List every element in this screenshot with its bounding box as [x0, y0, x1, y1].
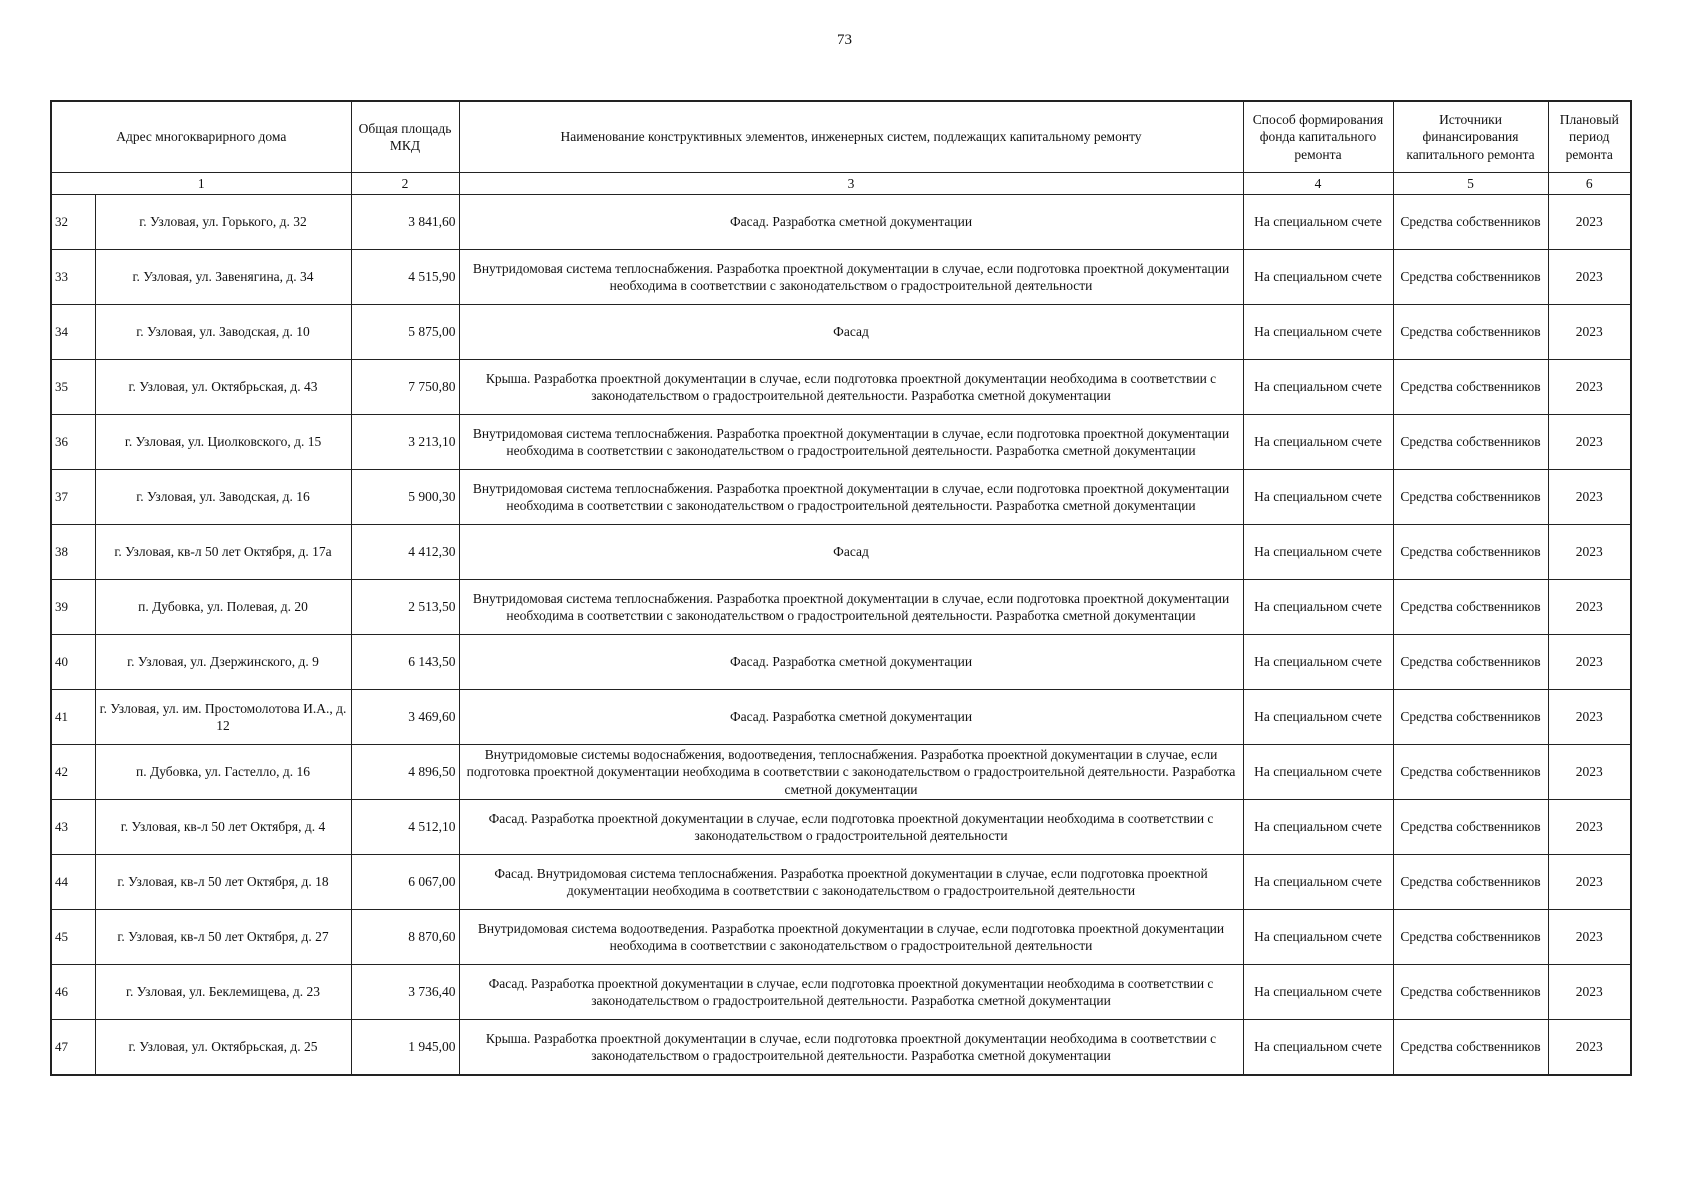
- planned-year: 2023: [1548, 525, 1631, 580]
- repair-elements: Фасад: [459, 305, 1243, 360]
- row-number: 42: [51, 745, 95, 800]
- total-area: 8 870,60: [351, 910, 459, 965]
- total-area: 4 896,50: [351, 745, 459, 800]
- table-row: [51, 250, 1631, 305]
- planned-year: 2023: [1548, 690, 1631, 745]
- building-address: г. Узловая, ул. им. Простомолотова И.А., д. 12: [95, 690, 351, 745]
- repair-elements: Фасад. Разработка проектной документации в случае, если подготовка проектной документации необходима в соответствии с законодательством о градостроительной деятельности: [459, 800, 1243, 855]
- building-address: г. Узловая, ул. Беклемищева, д. 23: [95, 965, 351, 1020]
- column-number: 2: [351, 173, 459, 195]
- planned-year: 2023: [1548, 635, 1631, 690]
- funding-source: Средства собственников: [1393, 250, 1548, 305]
- page-number: 73: [837, 32, 852, 48]
- planned-year: 2023: [1548, 250, 1631, 305]
- repair-elements: Внутридомовая система теплоснабжения. Разработка проектной документации в случае, если подготовка проектной документации необходима в соответствии с законодательством о градостроительной деятельности. Разработка сметной документации: [459, 470, 1243, 525]
- total-area: 3 469,60: [351, 690, 459, 745]
- row-number: 37: [51, 470, 95, 525]
- table-row: [51, 855, 1631, 910]
- planned-year: 2023: [1548, 195, 1631, 250]
- building-address: г. Узловая, ул. Дзержинского, д. 9: [95, 635, 351, 690]
- header-period: Плановый период ремонта: [1548, 101, 1631, 173]
- repair-elements: Внутридомовая система теплоснабжения. Разработка проектной документации в случае, если подготовка проектной документации необходима в соответствии с законодательством о градостроительной деятельности. Разработка сметной документации: [459, 580, 1243, 635]
- funding-source: Средства собственников: [1393, 305, 1548, 360]
- total-area: 3 213,10: [351, 415, 459, 470]
- fund-method: На специальном счете: [1243, 250, 1393, 305]
- table-row: [51, 635, 1631, 690]
- funding-source: Средства собственников: [1393, 965, 1548, 1020]
- fund-method: На специальном счете: [1243, 855, 1393, 910]
- fund-method: На специальном счете: [1243, 910, 1393, 965]
- total-area: 3 736,40: [351, 965, 459, 1020]
- funding-source: Средства собственников: [1393, 910, 1548, 965]
- building-address: г. Узловая, кв-л 50 лет Октября, д. 18: [95, 855, 351, 910]
- funding-source: Средства собственников: [1393, 855, 1548, 910]
- funding-source: Средства собственников: [1393, 635, 1548, 690]
- table-row: [51, 800, 1631, 855]
- fund-method: На специальном счете: [1243, 195, 1393, 250]
- table-row: [51, 580, 1631, 635]
- repair-elements: Крыша. Разработка проектной документации в случае, если подготовка проектной документации необходима в соответствии с законодательством о градостроительной деятельности. Разработка сметной документации: [459, 1020, 1243, 1076]
- row-number: 45: [51, 910, 95, 965]
- column-number: 6: [1548, 173, 1631, 195]
- fund-method: На специальном счете: [1243, 965, 1393, 1020]
- funding-source: Средства собственников: [1393, 690, 1548, 745]
- table-row: [51, 745, 1631, 800]
- row-number: 35: [51, 360, 95, 415]
- planned-year: 2023: [1548, 745, 1631, 800]
- total-area: 7 750,80: [351, 360, 459, 415]
- column-number-row: [51, 173, 1631, 195]
- column-number: 4: [1243, 173, 1393, 195]
- total-area: 3 841,60: [351, 195, 459, 250]
- header-address: Адрес многокварирного дома: [51, 101, 351, 173]
- building-address: г. Узловая, ул. Заводская, д. 10: [95, 305, 351, 360]
- fund-method: На специальном счете: [1243, 305, 1393, 360]
- header-elements: Наименование конструктивных элементов, инженерных систем, подлежащих капитальному ремонту: [459, 101, 1243, 173]
- header-sources: Источники финансирования капитального ремонта: [1393, 101, 1548, 173]
- fund-method: На специальном счете: [1243, 800, 1393, 855]
- column-number: 1: [51, 173, 351, 195]
- total-area: 5 875,00: [351, 305, 459, 360]
- fund-method: На специальном счете: [1243, 745, 1393, 800]
- fund-method: На специальном счете: [1243, 1020, 1393, 1076]
- planned-year: 2023: [1548, 470, 1631, 525]
- building-address: п. Дубовка, ул. Полевая, д. 20: [95, 580, 351, 635]
- total-area: 4 412,30: [351, 525, 459, 580]
- funding-source: Средства собственников: [1393, 525, 1548, 580]
- building-address: г. Узловая, ул. Горького, д. 32: [95, 195, 351, 250]
- table-row: [51, 1020, 1631, 1076]
- funding-source: Средства собственников: [1393, 1020, 1548, 1076]
- planned-year: 2023: [1548, 800, 1631, 855]
- planned-year: 2023: [1548, 360, 1631, 415]
- repair-elements: Внутридомовая система теплоснабжения. Разработка проектной документации в случае, если подготовка проектной документации необходима в соответствии с законодательством о градостроительной деятельности. Разработка сметной документации: [459, 415, 1243, 470]
- table-row: [51, 910, 1631, 965]
- funding-source: Средства собственников: [1393, 470, 1548, 525]
- fund-method: На специальном счете: [1243, 635, 1393, 690]
- funding-source: Средства собственников: [1393, 580, 1548, 635]
- building-address: г. Узловая, ул. Заводская, д. 16: [95, 470, 351, 525]
- table-row: [51, 415, 1631, 470]
- table-row: [51, 195, 1631, 250]
- total-area: 6 067,00: [351, 855, 459, 910]
- funding-source: Средства собственников: [1393, 800, 1548, 855]
- row-number: 33: [51, 250, 95, 305]
- building-address: г. Узловая, кв-л 50 лет Октября, д. 27: [95, 910, 351, 965]
- planned-year: 2023: [1548, 910, 1631, 965]
- repair-elements: Фасад. Разработка сметной документации: [459, 690, 1243, 745]
- fund-method: На специальном счете: [1243, 525, 1393, 580]
- repair-elements: Фасад: [459, 525, 1243, 580]
- building-address: г. Узловая, ул. Октябрьская, д. 43: [95, 360, 351, 415]
- building-address: г. Узловая, ул. Завенягина, д. 34: [95, 250, 351, 305]
- repair-elements: Фасад. Внутридомовая система теплоснабжения. Разработка проектной документации в случае, если подготовка проектной документации необходима в соответствии с законодательством о градостроительной деятельности: [459, 855, 1243, 910]
- header-area: Общая площадь МКД: [351, 101, 459, 173]
- row-number: 39: [51, 580, 95, 635]
- total-area: 2 513,50: [351, 580, 459, 635]
- row-number: 46: [51, 965, 95, 1020]
- table-row: [51, 965, 1631, 1020]
- table-row: [51, 470, 1631, 525]
- planned-year: 2023: [1548, 965, 1631, 1020]
- planned-year: 2023: [1548, 855, 1631, 910]
- fund-method: На специальном счете: [1243, 470, 1393, 525]
- repair-elements: Внутридомовая система теплоснабжения. Разработка проектной документации в случае, если подготовка проектной документации необходима в соответствии с законодательством о градостроительной деятельности: [459, 250, 1243, 305]
- planned-year: 2023: [1548, 580, 1631, 635]
- header-method: Способ формирования фонда капитального ремонта: [1243, 101, 1393, 173]
- funding-source: Средства собственников: [1393, 415, 1548, 470]
- column-number: 5: [1393, 173, 1548, 195]
- building-address: п. Дубовка, ул. Гастелло, д. 16: [95, 745, 351, 800]
- row-number: 36: [51, 415, 95, 470]
- building-address: г. Узловая, ул. Октябрьская, д. 25: [95, 1020, 351, 1076]
- funding-source: Средства собственников: [1393, 360, 1548, 415]
- fund-method: На специальном счете: [1243, 360, 1393, 415]
- repair-elements: Внутридомовая система водоотведения. Разработка проектной документации в случае, если подготовка проектной документации необходима в соответствии с законодательством о градостроительной деятельности: [459, 910, 1243, 965]
- funding-source: Средства собственников: [1393, 745, 1548, 800]
- fund-method: На специальном счете: [1243, 580, 1393, 635]
- total-area: 5 900,30: [351, 470, 459, 525]
- table-row: [51, 360, 1631, 415]
- table-row: [51, 525, 1631, 580]
- repair-elements: Фасад. Разработка проектной документации в случае, если подготовка проектной документации необходима в соответствии с законодательством о градостроительной деятельности. Разработка сметной документации: [459, 965, 1243, 1020]
- fund-method: На специальном счете: [1243, 415, 1393, 470]
- repair-elements: Фасад. Разработка сметной документации: [459, 195, 1243, 250]
- total-area: 1 945,00: [351, 1020, 459, 1076]
- building-address: г. Узловая, ул. Циолковского, д. 15: [95, 415, 351, 470]
- table-row: [51, 690, 1631, 745]
- building-address: г. Узловая, кв-л 50 лет Октября, д. 4: [95, 800, 351, 855]
- funding-source: Средства собственников: [1393, 195, 1548, 250]
- total-area: 4 515,90: [351, 250, 459, 305]
- row-number: 43: [51, 800, 95, 855]
- planned-year: 2023: [1548, 305, 1631, 360]
- fund-method: На специальном счете: [1243, 690, 1393, 745]
- repair-elements: Крыша. Разработка проектной документации в случае, если подготовка проектной документации необходима в соответствии с законодательством о градостроительной деятельности. Разработка сметной документации: [459, 360, 1243, 415]
- table-row: [51, 305, 1631, 360]
- row-number: 41: [51, 690, 95, 745]
- row-number: 40: [51, 635, 95, 690]
- row-number: 32: [51, 195, 95, 250]
- planned-year: 2023: [1548, 415, 1631, 470]
- repair-elements: Фасад. Разработка сметной документации: [459, 635, 1243, 690]
- repair-elements: Внутридомовые системы водоснабжения, водоотведения, теплоснабжения. Разработка проектной документации в случае, если подготовка проектной документации необходима в соответствии с законодательством о градостроительной деятельности. Разработка сметной документации: [459, 745, 1243, 800]
- row-number: 47: [51, 1020, 95, 1076]
- row-number: 38: [51, 525, 95, 580]
- row-number: 34: [51, 305, 95, 360]
- total-area: 4 512,10: [351, 800, 459, 855]
- total-area: 6 143,50: [351, 635, 459, 690]
- repair-plan-table: [50, 100, 1632, 1076]
- row-number: 44: [51, 855, 95, 910]
- planned-year: 2023: [1548, 1020, 1631, 1076]
- building-address: г. Узловая, кв-л 50 лет Октября, д. 17а: [95, 525, 351, 580]
- column-number: 3: [459, 173, 1243, 195]
